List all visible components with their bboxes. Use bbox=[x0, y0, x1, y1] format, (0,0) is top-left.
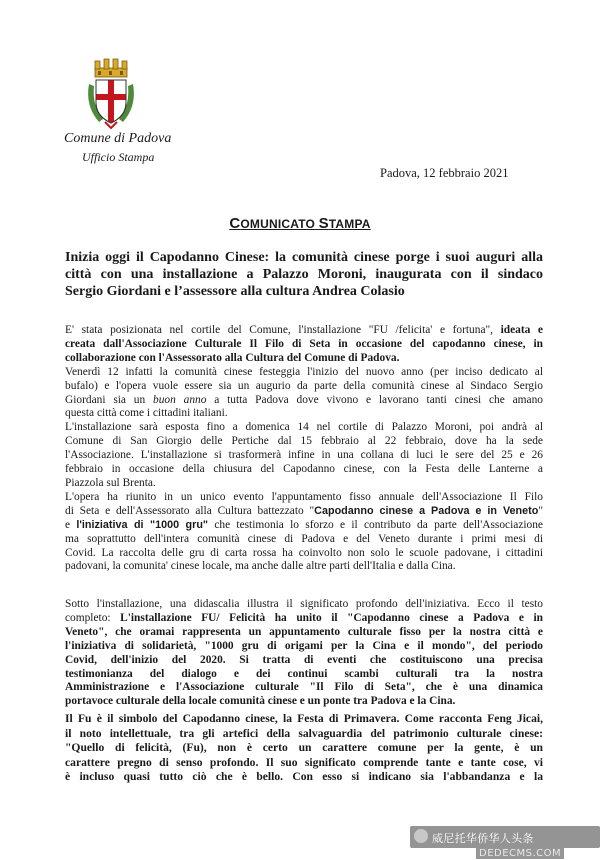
heading-smallcaps-2: TAMPA bbox=[328, 217, 371, 231]
text-run: ideata e bbox=[500, 324, 543, 336]
press-office-label: Ufficio Stampa bbox=[82, 150, 155, 164]
text-line bbox=[65, 598, 543, 612]
subheadline-line: Sergio Giordani e l’assessore alla cultura Andrea Colasio bbox=[65, 284, 405, 299]
text-run: Veneto", che oramai rappresenta un appuntamento culturale fisso per la nostra città e bbox=[65, 625, 543, 638]
crest-cross-horizontal bbox=[96, 94, 126, 100]
text-run: "Quello di felicità, (Fu), non è certo un carattere comune per la gente, è un bbox=[65, 741, 543, 755]
text-run: L'installazione FU/ Felicità ha unito il "Capodanno cinese a Padova e in bbox=[120, 611, 543, 624]
text-run: portavoce culturale della locale comunità cinese e un ponte tra Padova e la Cina. bbox=[65, 695, 456, 708]
text-run: Covid. La raccolta delle gru di carta rossa ha coinvolto non solo le scuole padovane, i cittadini bbox=[65, 546, 543, 559]
text-run: di Seta e dell'Assessorato alla Cultura battezzato " bbox=[65, 504, 315, 517]
text-line bbox=[65, 756, 543, 771]
text-line bbox=[65, 338, 543, 352]
text-run: l'iniziativa di "1000 gru" bbox=[76, 518, 209, 531]
text-line bbox=[65, 640, 543, 654]
text-line bbox=[65, 352, 543, 366]
text-run: padovani, la comunita' cinese locale, ma anche dalle altre parti dell'Italia e dalla Cina. bbox=[65, 560, 456, 573]
text-run: a tutta Padova dove vivono e lavorano tanti cinesi che amano bbox=[206, 393, 543, 406]
date-line: Padova, 12 febbraio 2021 bbox=[380, 166, 509, 180]
text-line bbox=[65, 668, 543, 682]
text-run: carattere pregno di senso profondo. Il suo significato comprende tante e tante cose, vi bbox=[65, 755, 543, 769]
text-line bbox=[65, 407, 543, 421]
comune-di-padova-crest bbox=[83, 58, 139, 130]
text-run: buon anno bbox=[153, 393, 207, 406]
text-run: febbraio in occasione della chiusura del Capodanno cinese, con la Festa delle Lanterne a bbox=[65, 463, 543, 476]
text-run: Giordani sia un bbox=[65, 393, 154, 406]
watermark bbox=[410, 822, 600, 860]
text-line bbox=[65, 560, 543, 574]
text-line bbox=[65, 324, 543, 338]
text-run: il noto intellettuale, tra gli artefici della salvaguardia del patrimonio culturale cinese: bbox=[65, 726, 543, 740]
text-line bbox=[65, 449, 543, 463]
text-line bbox=[65, 681, 543, 695]
text-run: Piazzola sul Brenta. bbox=[65, 476, 156, 489]
text-run: Sotto l'installazione, una didascalia illustra il significato profondo dell'iniziativa. Ecco il testo bbox=[65, 598, 543, 610]
text-run: bufalo) e l'opera vuole essere sia un augurio da parte della comunità cinese al Sindaco Sergio bbox=[65, 379, 543, 392]
text-run: l'Associazione. L'installazione si trasformerà infine in una collana di luci le sere del 25 e 26 bbox=[65, 449, 543, 462]
text-run: Comune di San Giorgio delle Pertiche dal 15 febbraio al 22 febbraio, dove ha la sede bbox=[65, 435, 543, 448]
text-run: Capodanno cinese a Padova e in Veneto bbox=[314, 504, 539, 517]
text-line bbox=[65, 533, 543, 547]
text-line bbox=[65, 380, 543, 394]
text-run: E' stata posizionata nel cortile del Comune, l'installazione "FU /felicita' e fortuna", bbox=[65, 324, 501, 336]
text-line bbox=[65, 519, 543, 533]
text-line bbox=[65, 612, 543, 626]
text-line bbox=[65, 463, 543, 477]
crest-crown bbox=[95, 59, 127, 77]
watermark-text: 威尼托华侨华人头条 bbox=[432, 832, 534, 845]
text-line bbox=[65, 741, 543, 756]
heading-smallcaps-1: OMUNICATO bbox=[240, 217, 319, 231]
text-run: completo: bbox=[65, 611, 121, 624]
body-paragraph-3 bbox=[65, 712, 543, 785]
text-run: L'opera ha riunito in un unico evento l'appuntamento fisso annuale dell'Associazione Il Filo bbox=[65, 490, 543, 503]
text-run: " bbox=[538, 504, 543, 517]
body-paragraph-2 bbox=[65, 598, 543, 709]
text-run: è incluso quasi tutto ciò che è bello. Con esso si indicano sia l'abbandanza e la bbox=[65, 770, 543, 784]
text-line bbox=[65, 477, 543, 491]
text-line bbox=[65, 547, 543, 561]
text-line bbox=[65, 695, 543, 709]
heading-initial-1: C bbox=[229, 215, 241, 232]
watermark-url: DEDECMS.COM bbox=[476, 848, 564, 859]
text-run: Venerdì 12 infatti la comunità cinese festeggia l'inizio del nuovo anno (per inciso dedicato al bbox=[65, 365, 543, 378]
text-run: testimonianza del dialogo e dei continui scambi culturali tra la nostra bbox=[65, 667, 543, 680]
text-line bbox=[65, 394, 543, 408]
text-line bbox=[65, 505, 543, 519]
text-line bbox=[65, 727, 543, 742]
wechat-account-icon bbox=[414, 829, 428, 843]
text-run: Amministrazione e l'Associazione culturale "Il Filo di Seta", che è una dinamica bbox=[65, 681, 543, 694]
subheadline-line: città con una installazione a Palazzo Moroni, inaugurata con il sindaco bbox=[65, 267, 543, 282]
org-name: Comune di Padova bbox=[64, 131, 172, 146]
text-run: Covid, dell'inizio del 2020. Si tratta di eventi che costituiscono una precisa bbox=[65, 653, 543, 666]
text-run: L'installazione sarà esposta fino a domenica 14 nel cortile di Palazzo Moroni, poi andrà al bbox=[65, 421, 543, 434]
text-line bbox=[65, 770, 543, 785]
body-paragraph-1 bbox=[65, 324, 543, 574]
text-run: l'iniziativa di solidarietà, "1000 gru di origami per la Cina e il mondo", del periodo bbox=[65, 639, 543, 652]
text-line bbox=[65, 435, 543, 449]
text-line bbox=[65, 491, 543, 505]
text-run: e bbox=[65, 518, 77, 531]
text-line bbox=[65, 421, 543, 435]
text-run: Il Fu è il simbolo del Capodanno cinese, la Festa di Primavera. Come racconta Feng Jicai, bbox=[65, 712, 543, 725]
text-line bbox=[65, 366, 543, 380]
subheadline-line: Inizia oggi il Capodanno Cinese: la comunità cinese porge i suoi auguri alla bbox=[65, 250, 543, 265]
subheadline bbox=[65, 249, 543, 300]
heading-initial-2: S bbox=[318, 215, 329, 232]
text-run: ma soprattutto dell'intera comunità cinese di Padova e del Veneto durante i primi mesi di bbox=[65, 532, 543, 545]
press-release-heading bbox=[0, 215, 600, 232]
text-line bbox=[65, 626, 543, 640]
text-run: collaborazione con l'Assessorato alla Cultura del Comune di Padova. bbox=[65, 351, 400, 364]
text-line bbox=[65, 654, 543, 668]
crest-cross-vertical bbox=[108, 80, 114, 122]
text-line bbox=[65, 712, 543, 727]
text-run: che testimonia lo sforzo e il contributo da parte dell'Associazione bbox=[208, 518, 543, 531]
text-run: questa città come i cittadini italiani. bbox=[65, 407, 228, 420]
text-run: creata dall'Associazione Culturale Il Filo di Seta in occasione del capodanno cinese, in bbox=[65, 337, 543, 350]
